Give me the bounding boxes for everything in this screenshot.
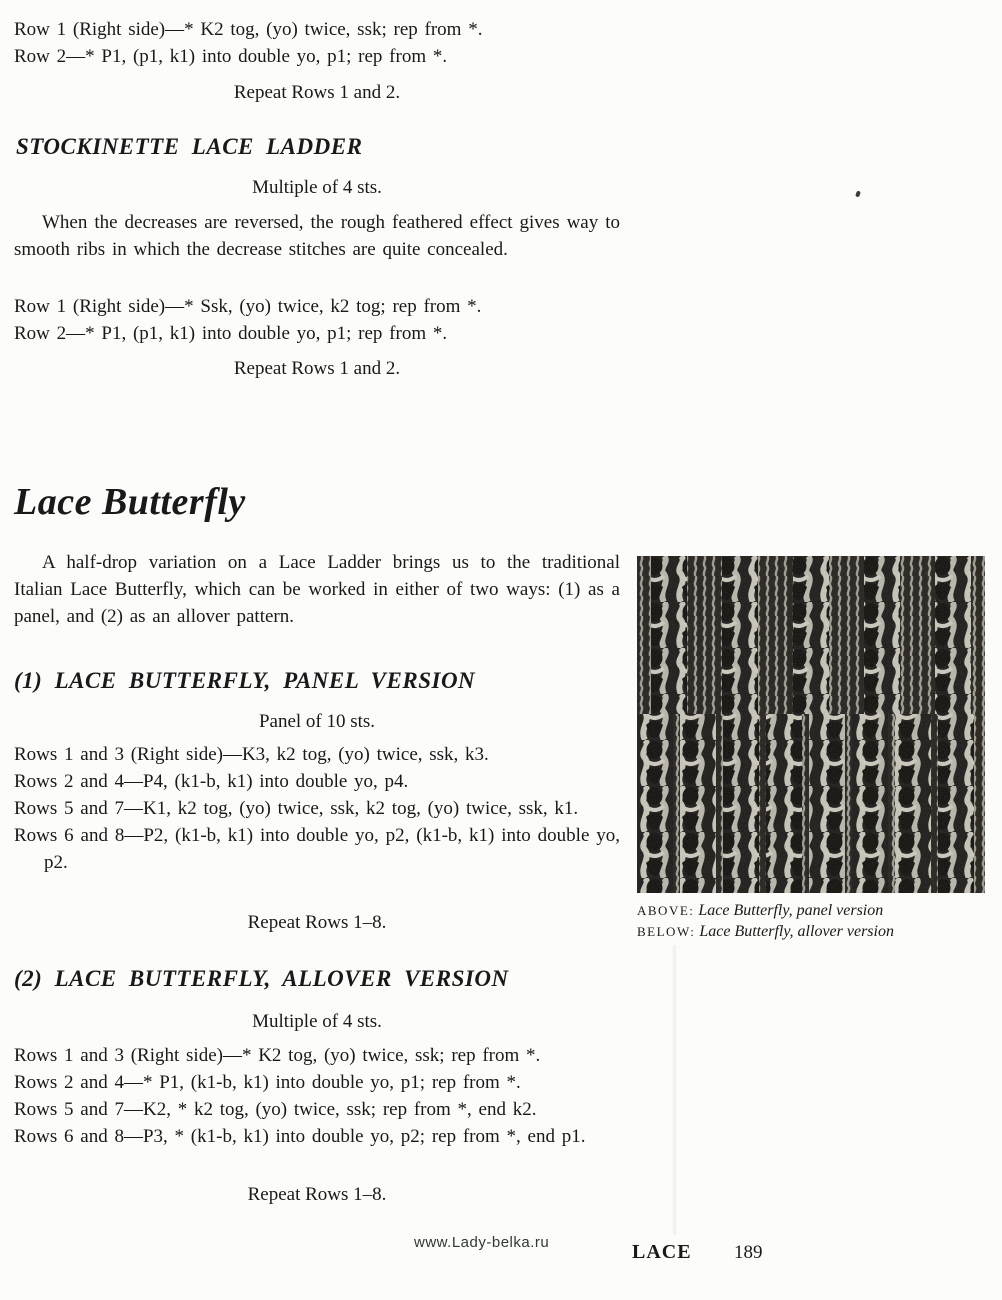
- caption-text-above: Lace Butterfly, panel version: [698, 902, 884, 919]
- repeat-instruction: Repeat Rows 1 and 2.: [233, 358, 401, 379]
- section-title-allover-version: (2) LACE BUTTERFLY, ALLOVER VERSION: [14, 966, 509, 991]
- pattern-row: Row 1 (Right side)—* K2 tog, (yo) twice, ssk; rep from *.: [14, 19, 483, 40]
- allover-version-pattern-rows: [14, 1042, 620, 1150]
- pattern-row: Rows 2 and 4—* P1, (k1-b, k1) into double yo, p1; rep from *.: [14, 1072, 521, 1093]
- stockinette-intro-paragraph: When the decreases are reversed, the rough feathered effect gives way to smooth ribs in which the decrease stitches are quite concealed.: [14, 212, 620, 260]
- repeat-instruction: Repeat Rows 1 and 2.: [233, 82, 401, 103]
- lace-butterfly-intro-paragraph: A half-drop variation on a Lace Ladder brings us to the traditional Italian Lace Butterfly, which can be worked in either of two ways: (1) as a panel, and (2) as an allover pattern.: [14, 552, 620, 627]
- repeat-instruction: Repeat Rows 1–8.: [247, 912, 387, 933]
- stitch-multiple-note: Multiple of 4 sts.: [252, 1011, 382, 1032]
- stitch-multiple-note: Multiple of 4 sts.: [252, 177, 382, 198]
- pattern-row: Row 2—* P1, (p1, k1) into double yo, p1; rep from *.: [14, 323, 448, 344]
- caption-line-below: [637, 921, 989, 942]
- section-title-panel-version: (1) LACE BUTTERFLY, PANEL VERSION: [14, 668, 476, 693]
- knitting-swatch-image: [637, 556, 985, 893]
- section-title-stockinette: STOCKINETTE LACE LADDER: [16, 134, 363, 159]
- pattern-row: Rows 5 and 7—K1, k2 tog, (yo) twice, ssk, k2 tog, (yo) twice, ssk, k1.: [14, 798, 579, 819]
- pattern-row: Rows 1 and 3 (Right side)—* K2 tog, (yo) twice, ssk; rep from *.: [14, 1045, 541, 1066]
- pattern-row: Rows 1 and 3 (Right side)—K3, k2 tog, (yo) twice, ssk, k3.: [14, 744, 489, 765]
- caption-line-above: [637, 900, 989, 921]
- caption-label-below: BELOW:: [637, 924, 696, 939]
- pattern-row: Rows 6 and 8—P3, * (k1-b, k1) into double yo, p2; rep from *, end p1.: [14, 1126, 586, 1147]
- top-pattern-rows: [14, 16, 620, 70]
- lace-butterfly-photo: [637, 556, 985, 898]
- pattern-row: Rows 2 and 4—P4, (k1-b, k1) into double yo, p4.: [14, 771, 409, 792]
- page-crease: [672, 945, 677, 1235]
- stockinette-pattern-rows: [14, 293, 620, 347]
- caption-text-below: Lace Butterfly, allover version: [699, 923, 894, 940]
- pattern-row: Rows 5 and 7—K2, * k2 tog, (yo) twice, ssk; rep from *, end k2.: [14, 1099, 537, 1120]
- repeat-instruction: Repeat Rows 1–8.: [247, 1184, 387, 1205]
- pattern-row: Rows 6 and 8—P2, (k1-b, k1) into double yo, p2, (k1-b, k1) into double yo, p2.: [14, 825, 620, 873]
- chapter-title-lace-butterfly: Lace Butterfly: [14, 481, 246, 523]
- caption-label-above: ABOVE:: [637, 903, 695, 918]
- running-title: LACE: [632, 1241, 692, 1263]
- panel-version-pattern-rows: [14, 741, 620, 876]
- pattern-row: Row 2—* P1, (p1, k1) into double yo, p1; rep from *.: [14, 46, 448, 67]
- scan-speck: [855, 190, 861, 197]
- page-number: 189: [734, 1242, 763, 1263]
- watermark: www.Lady-belka.ru: [414, 1234, 550, 1251]
- figure-caption: [637, 900, 989, 942]
- pattern-row: Row 1 (Right side)—* Ssk, (yo) twice, k2 tog; rep from *.: [14, 296, 482, 317]
- stitch-panel-note: Panel of 10 sts.: [258, 711, 376, 732]
